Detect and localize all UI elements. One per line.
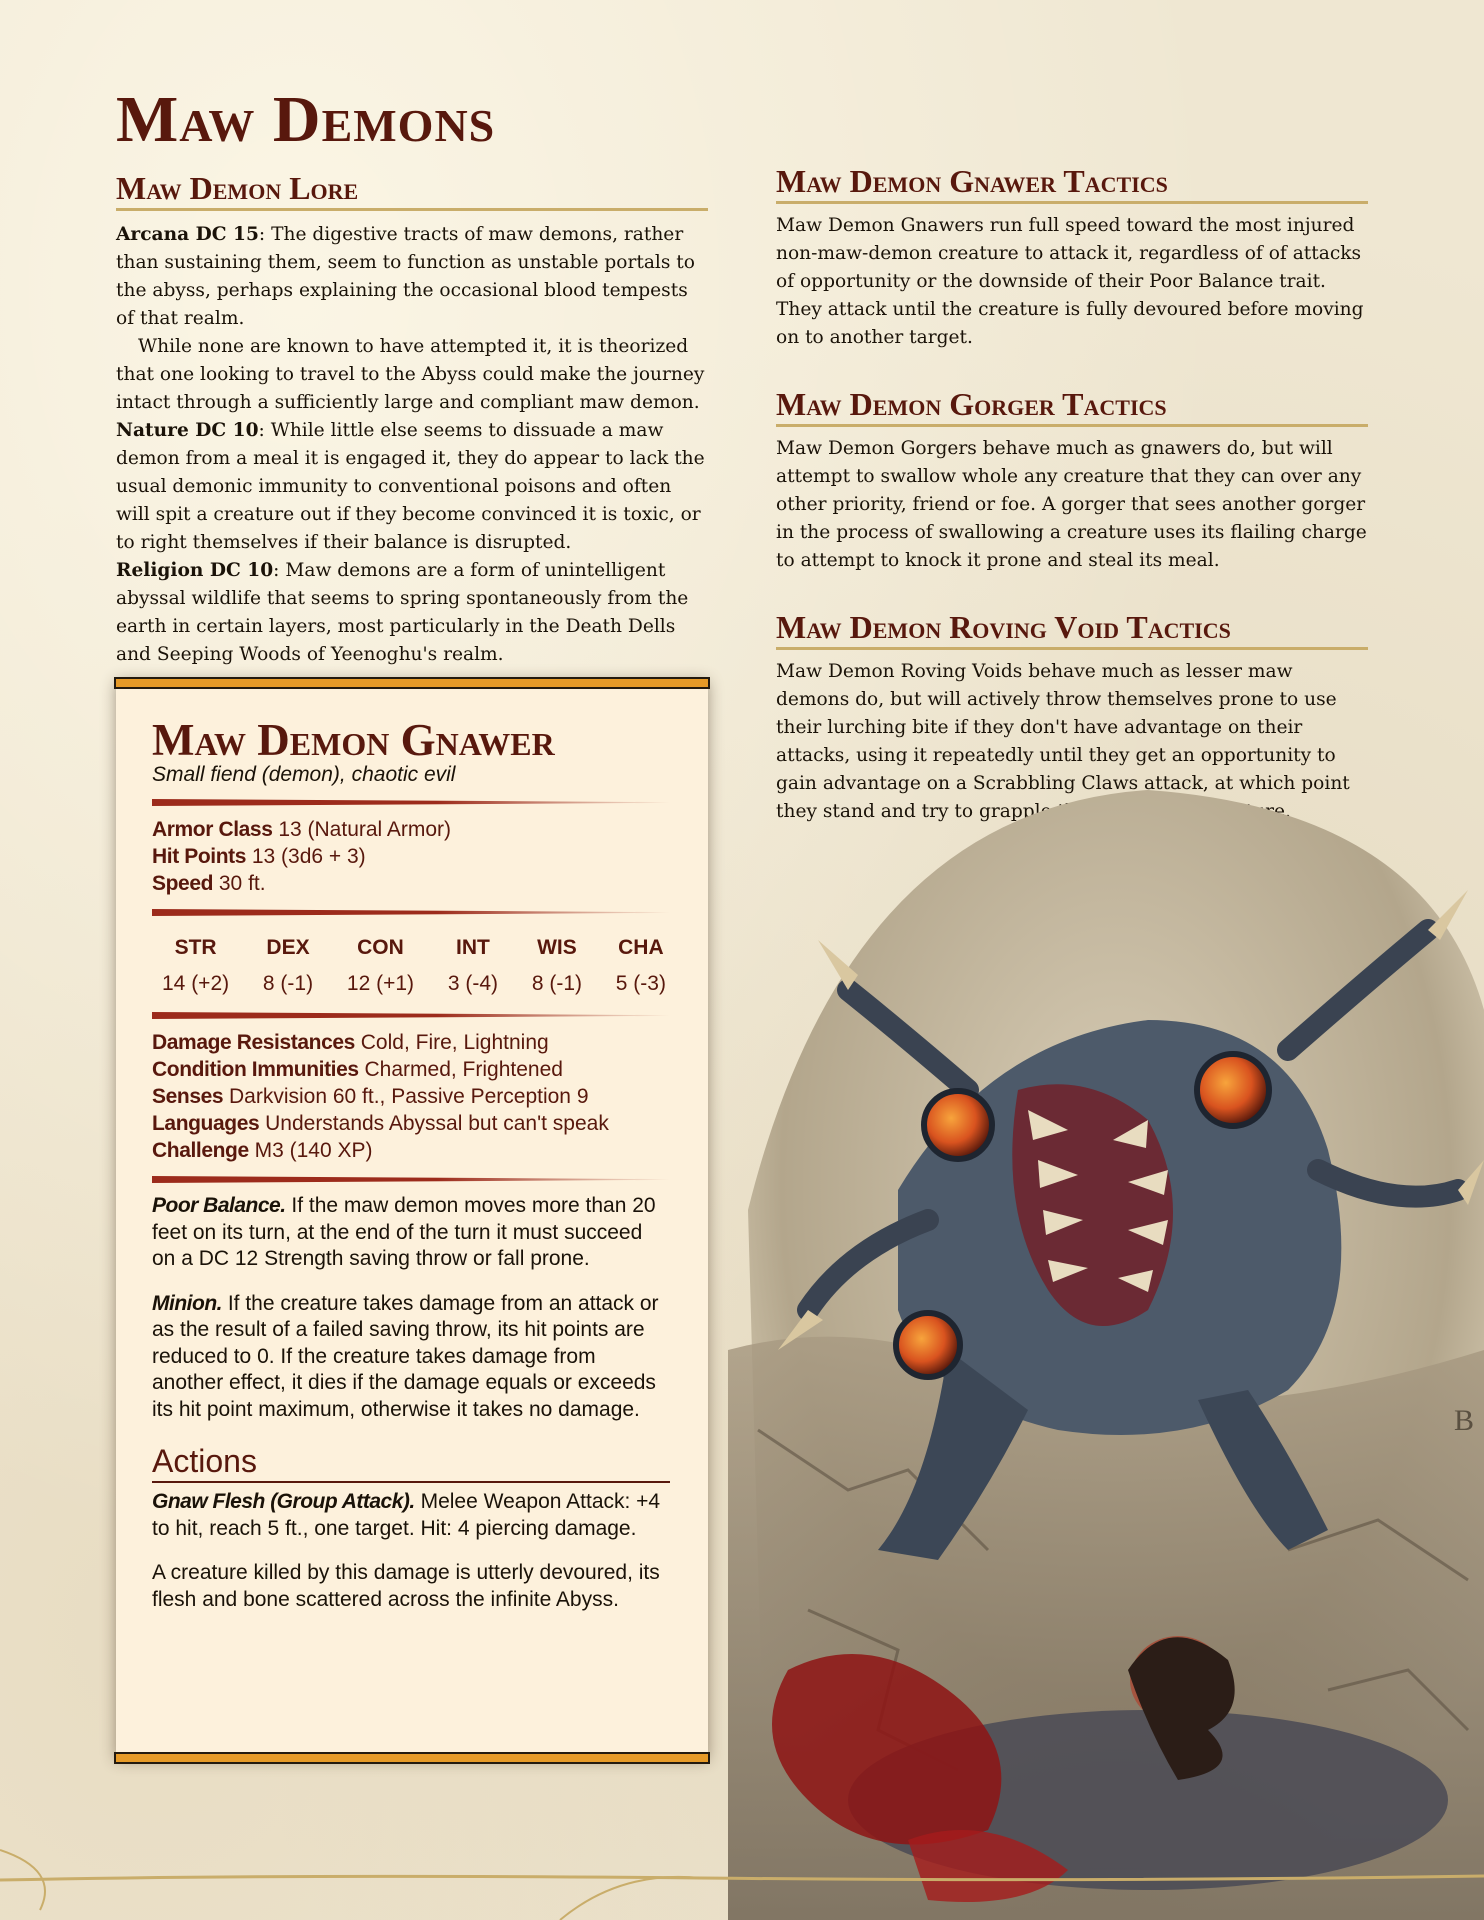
stat-block-top-bar: [114, 677, 710, 689]
gorger-tactics-heading: Maw Demon Gorger Tactics: [776, 386, 1368, 427]
ability-name: CON: [357, 936, 404, 959]
divider: [152, 909, 670, 916]
senses-value: Darkvision 60 ft., Passive Perception 9: [229, 1085, 589, 1108]
nature-paragraph: [116, 417, 708, 557]
trait-poor-balance: [152, 1193, 670, 1273]
footer-rule: [0, 1876, 1484, 1880]
monster-name: Maw Demon Gnawer: [152, 715, 555, 765]
damage-resistances-label: Damage Resistances: [152, 1031, 355, 1054]
damage-resistances-value: Cold, Fire, Lightning: [360, 1031, 549, 1054]
trait-minion: [152, 1291, 670, 1424]
condition-immunities-line: [152, 1056, 670, 1083]
ability-score: 5 (-3): [615, 972, 666, 995]
divider: [152, 799, 670, 806]
lore-heading: Maw Demon Lore: [116, 170, 708, 211]
religion-paragraph: [116, 557, 708, 669]
arcana-text: : The digestive tracts of maw demons, rather than sustaining them, seem to function as unstable portals to the abyss, perhaps explaining the occasional blood tempests of that realm.: [116, 224, 695, 329]
arcana-paragraph-2: While none are known to have attempted it, it is theorized that one looking to travel to the Abyss could make the journey intact through a sufficiently large and compliant maw demon.: [116, 336, 705, 413]
ability-score: 8 (-1): [531, 972, 582, 995]
religion-text: : Maw demons are a form of unintelligent abyssal wildlife that seems to spring spontaneously from the earth in certain layers, most particularly in the Death Dells and Seeping Woods of Yeenoghu's realm.: [116, 560, 689, 665]
ability-name: DEX: [266, 936, 310, 959]
action-gnaw-flesh: [152, 1489, 670, 1542]
gorger-tactics: [776, 386, 1368, 575]
footer-swirl: [560, 1877, 700, 1920]
ability-dex: [263, 936, 313, 996]
speed-label: Speed: [152, 872, 214, 895]
languages-line: [152, 1110, 670, 1137]
hit-points-line: [152, 843, 670, 870]
challenge-value: M3 (140 XP): [254, 1139, 373, 1162]
monster-type: Small fiend (demon), chaotic evil: [152, 763, 456, 786]
armor-class-value: 13 (Natural Armor): [278, 818, 452, 841]
arcana-label: Arcana DC 15: [116, 224, 259, 245]
gnawer-tactics-text: Maw Demon Gnawers run full speed toward the most injured non-maw-demon creature to attack it, regardless of of attacks of opportunity or the downside of their Poor Balance trait. They attack until the creature is fully devoured before moving on to another target.: [776, 215, 1364, 348]
arcana-paragraph: [116, 221, 708, 333]
condition-immunities-value: Charmed, Frightened: [364, 1058, 563, 1081]
condition-immunities-label: Condition Immunities: [152, 1058, 359, 1081]
languages-label: Languages: [152, 1112, 260, 1135]
ability-con: [347, 936, 414, 996]
roving-void-tactics-heading: Maw Demon Roving Void Tactics: [776, 609, 1368, 650]
armor-class-label: Armor Class: [152, 818, 273, 841]
tactics-section: [776, 163, 1368, 860]
speed-line: [152, 870, 670, 897]
ability-score: 8 (-1): [262, 972, 314, 995]
trait-name: Poor Balance.: [152, 1194, 286, 1217]
hit-points-label: Hit Points: [152, 845, 246, 868]
trait-text: If the creature takes damage from an attack or as the result of a failed saving throw, its hit points are reduced to 0. If the creature takes damage from another effect, it dies if the damage equals or exceeds its hit point maximum, otherwise it takes no damage.: [152, 1291, 659, 1421]
ability-name: WIS: [537, 936, 577, 959]
demon-eye: [924, 1091, 992, 1159]
ability-str: [162, 936, 229, 996]
ability-score: 3 (-4): [447, 972, 499, 995]
gnawer-tactics-heading: Maw Demon Gnawer Tactics: [776, 163, 1368, 204]
action-note: A creature killed by this damage is utterly devoured, its flesh and bone scattered across the infinite Abyss.: [152, 1561, 660, 1611]
lore-section: [116, 170, 708, 669]
ability-name: STR: [174, 936, 217, 959]
ability-wis: [532, 936, 582, 996]
challenge-line: [152, 1137, 670, 1164]
action-name: Gnaw Flesh (Group Attack).: [152, 1490, 415, 1513]
senses-line: [152, 1083, 670, 1110]
gorger-tactics-text: Maw Demon Gorgers behave much as gnawers do, but will attempt to swallow whole any creature that they can over any other priority, friend or foe. A gorger that sees another gorger in the process of swallowing a creature uses its flailing charge to attempt to knock it prone and steal its meal.: [776, 438, 1367, 571]
demon-eye: [1197, 1054, 1269, 1126]
lore-body: [116, 221, 708, 669]
stat-block: [116, 681, 708, 1760]
page-title: Maw Demons: [116, 83, 496, 156]
religion-label: Religion DC 10: [116, 560, 274, 581]
ability-int: [448, 936, 498, 996]
actions-heading: Actions: [152, 1441, 670, 1483]
divider: [152, 1012, 670, 1019]
trait-name: Minion.: [152, 1291, 222, 1315]
nature-label: Nature DC 10: [116, 420, 259, 441]
ability-score: 14 (+2): [162, 972, 230, 995]
ability-name: INT: [456, 936, 490, 959]
senses-label: Senses: [152, 1085, 224, 1108]
armor-class-line: [152, 816, 670, 843]
challenge-label: Challenge: [152, 1139, 249, 1162]
gnawer-tactics: [776, 163, 1368, 352]
ability-cha: [616, 936, 666, 996]
languages-value: Understands Abyssal but can't speak: [265, 1112, 609, 1135]
ability-score: 12 (+1): [346, 972, 415, 995]
trait-text: If the maw demon moves more than 20 feet on its turn, at the end of the turn it must succeed on a DC 12 Strength saving throw or fall prone.: [152, 1194, 656, 1270]
action-text: Melee Weapon Attack: +4 to hit, reach 5 ft., one target. Hit: 4 piercing damage.: [152, 1490, 661, 1540]
ability-scores: [152, 926, 670, 1000]
footer-flourish: [0, 1840, 1484, 1920]
speed-value: 30 ft.: [218, 872, 266, 895]
divider: [152, 1176, 670, 1183]
stat-block-bottom-bar: [114, 1752, 710, 1764]
nature-text: : While little else seems to dissuade a maw demon from a meal it is engaged it, they do appear to lack the usual demonic immunity to conventional poisons and often will spit a creature out if they become convinced it is toxic, or to right themselves if their balance is disrupted.: [116, 420, 705, 553]
roving-void-tactics-text: Maw Demon Roving Voids behave much as lesser maw demons do, but will actively throw themselves prone to use their lurching bite if they don't have advantage on their attacks, using it repeatedly until they get an opportunity to gain advantage on a Scrabbling Claws attack, at which point they stand and try to grapple then swallow a creature.: [776, 661, 1350, 822]
ability-name: CHA: [618, 936, 664, 959]
maw-demon-illustration: [728, 790, 1484, 1920]
demon-eye: [896, 1313, 960, 1377]
hit-points-value: 13 (3d6 + 3): [251, 845, 366, 868]
damage-resistances-line: [152, 1029, 670, 1056]
artist-signature: B: [1454, 1404, 1475, 1437]
